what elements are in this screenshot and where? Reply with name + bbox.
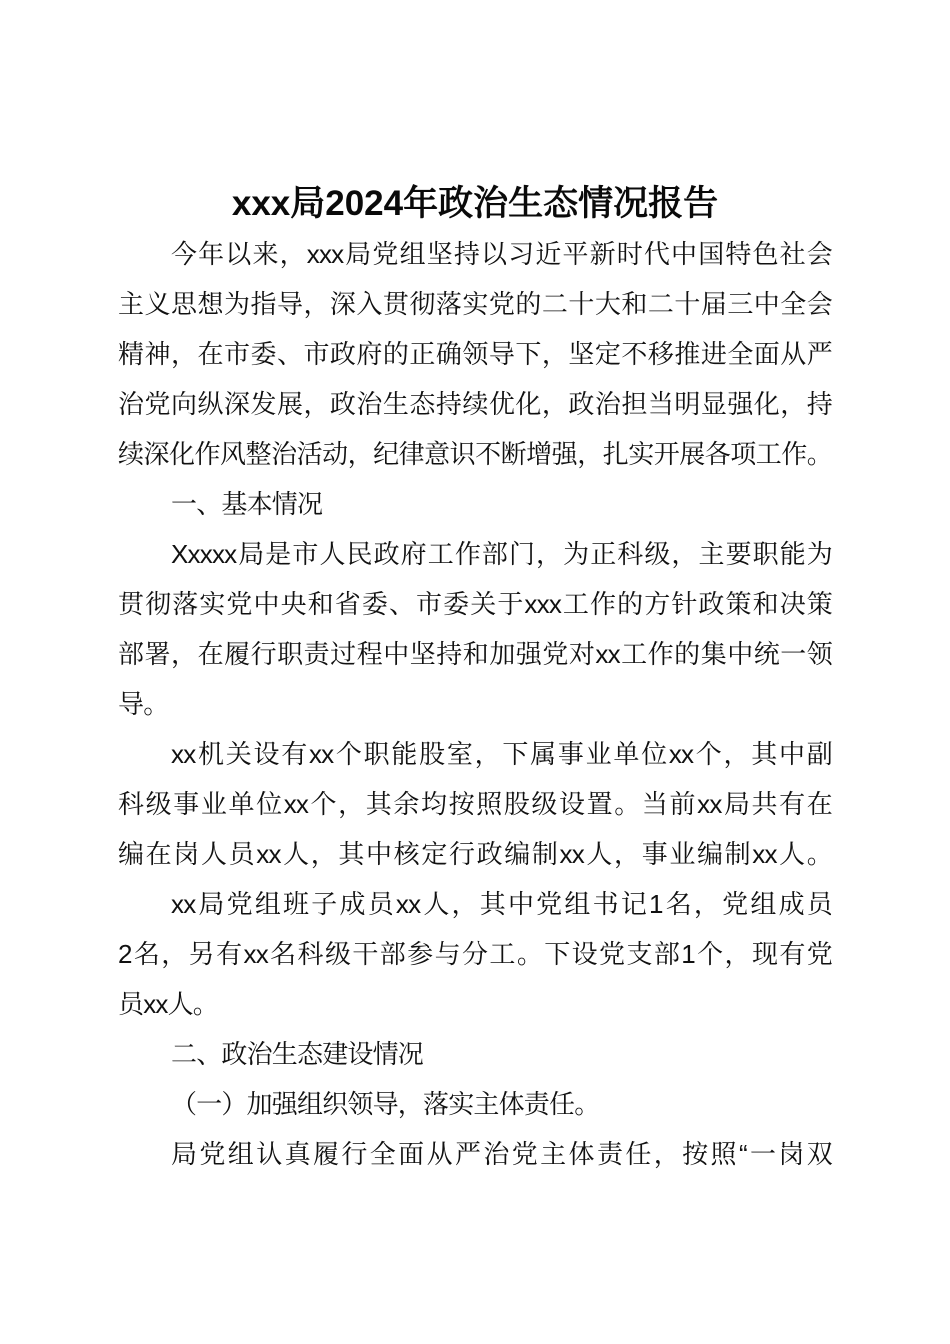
text-line: xx局党组班子成员xx人，其中党组书记1名，党组成员: [171, 889, 832, 919]
section-heading-2: 二、政治生态建设情况: [171, 1039, 424, 1069]
text-line: 导。: [118, 689, 169, 719]
paragraph-leadership-team: [118, 879, 832, 1029]
paragraph-responsibility: [118, 1129, 832, 1179]
text-line: 员xx人。: [118, 989, 219, 1019]
text-line: 贯彻落实党中央和省委、市委关于xxx工作的方针政策和决策: [118, 589, 832, 619]
text-line: 治党向纵深发展，政治生态持续优化，政治担当明显强化，持: [118, 389, 832, 419]
subsection-heading-2-1: （一）加强组织领导，落实主体责任。: [171, 1089, 600, 1119]
text-line: xx机关设有xx个职能股室，下属事业单位xx个，其中副: [171, 739, 832, 769]
text-line: 2名，另有xx名科级干部参与分工。下设党支部1个，现有党: [118, 939, 832, 969]
section-heading-1: 一、基本情况: [171, 489, 323, 519]
text-line: 局党组认真履行全面从严治党主体责任，按照“一岗双: [171, 1139, 832, 1169]
text-line: 部署，在履行职责过程中坚持和加强党对xx工作的集中统一领: [118, 639, 832, 669]
paragraph-intro: [118, 229, 832, 479]
text-line: 续深化作风整治活动，纪律意识不断增强，扎实开展各项工作。: [118, 439, 832, 469]
text-line: 科级事业单位xx个，其余均按照股级设置。当前xx局共有在: [118, 789, 832, 819]
text-line: Xxxxx局是市人民政府工作部门，为正科级，主要职能为: [171, 539, 832, 569]
paragraph-staffing: [118, 729, 832, 879]
text-line: 编在岗人员xx人，其中核定行政编制xx人，事业编制xx人。: [118, 839, 832, 869]
document-title: xxx局2024年政治生态情况报告: [231, 184, 719, 223]
text-line: 今年以来，xxx局党组坚持以习近平新时代中国特色社会: [171, 239, 832, 269]
text-line: 精神，在市委、市政府的正确领导下，坚定不移推进全面从严: [118, 339, 832, 369]
paragraph-bureau-overview: [118, 529, 832, 729]
text-line: 主义思想为指导，深入贯彻落实党的二十大和二十届三中全会: [118, 289, 832, 319]
